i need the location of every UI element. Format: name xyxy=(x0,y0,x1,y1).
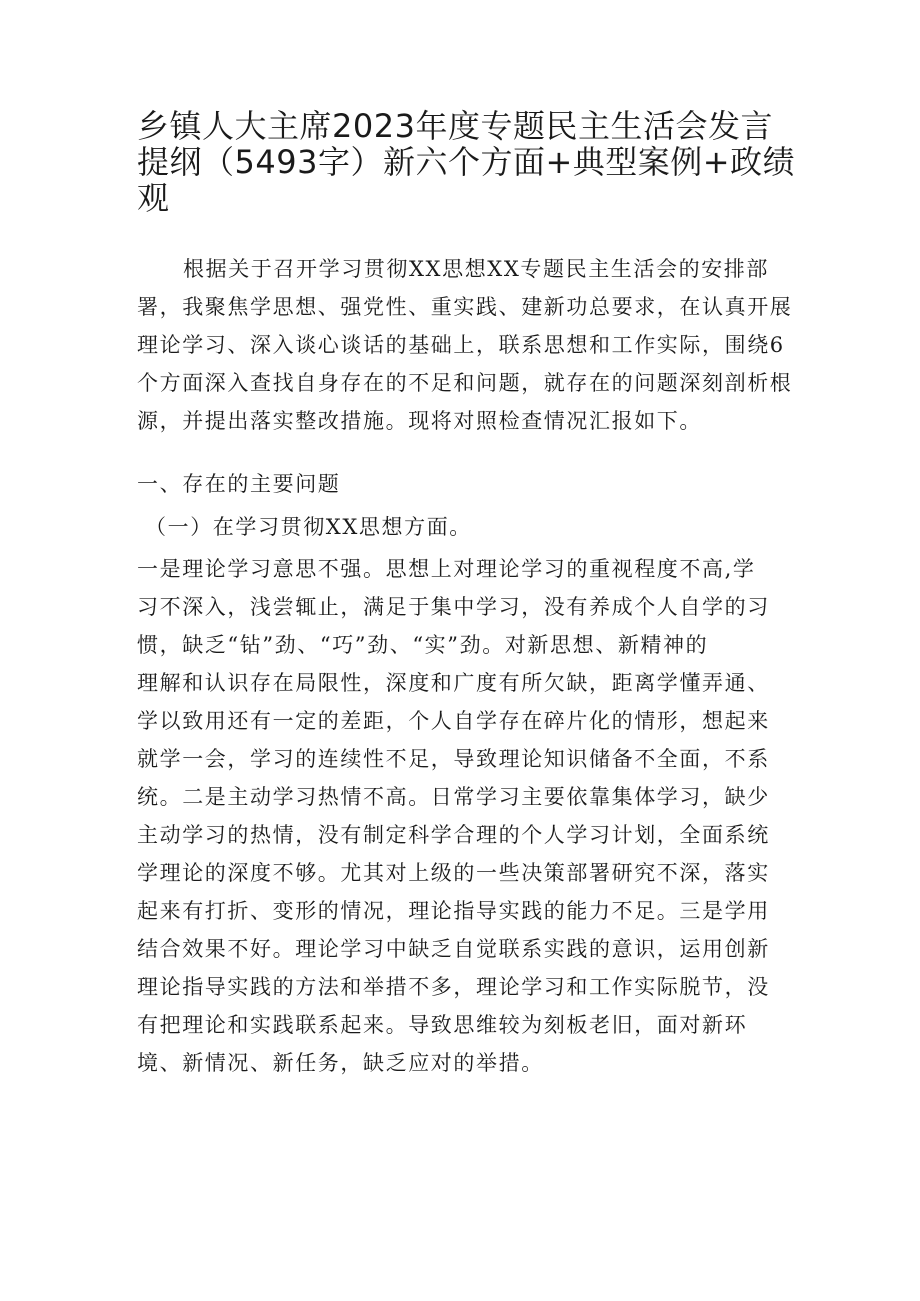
paragraph-line: 学理论的深度不够。尤其对上级的一些决策部署研究不深，落实 xyxy=(137,861,770,885)
paragraph-line: 理论指导实践的方法和举措不多，理论学习和工作实际脱节，没 xyxy=(137,975,770,999)
document-title xyxy=(137,108,797,216)
paragraph-line: 惯，缺乏“钻”劲、“巧”劲、“实”劲。对新思想、新精神的 xyxy=(137,633,709,657)
paragraph-line: 境、新情况、新任务，缺乏应对的举措。 xyxy=(137,1051,544,1075)
paragraph-line: 学以致用还有一定的差距，个人自学存在碎片化的情形，想起来 xyxy=(137,709,770,733)
paragraph-line: 一是理论学习意思不强。思想上对理论学习的重视程度不高,学 xyxy=(137,557,756,581)
paragraph-line: 理解和认识存在局限性，深度和广度有所欠缺，距离学懂弄通、 xyxy=(137,671,770,695)
paragraph-line: 结合效果不好。理论学习中缺乏自觉联系实践的意识，运用创新 xyxy=(137,937,770,961)
section-heading: 一、存在的主要问题 xyxy=(137,472,341,496)
subsection-heading: （一）在学习贯彻XX思想方面。 xyxy=(145,515,472,539)
paragraph-line: 有把理论和实践联系起来。导致思维较为刻板老旧，面对新环 xyxy=(137,1013,748,1037)
paragraph-line: 就学一会，学习的连续性不足，导致理论知识储备不全面，不系 xyxy=(137,747,770,771)
title-line: 乡镇人大主席2023年度专题民主生活会发言 xyxy=(137,107,773,145)
paragraph-line: 主动学习的热情，没有制定科学合理的个人学习计划，全面系统 xyxy=(137,823,770,847)
paragraph-line: 起来有打折、变形的情况，理论指导实践的能力不足。三是学用 xyxy=(137,899,770,923)
detail-paragraph xyxy=(137,550,787,1082)
title-line: 提纲（5493字）新六个方面+典型案例+政绩 xyxy=(137,143,796,181)
paragraph-line: 统。二是主动学习热情不高。日常学习主要依靠集体学习，缺少 xyxy=(137,785,770,809)
title-line: 观 xyxy=(137,179,170,217)
paragraph-line: 习不深入，浅尝辄止，满足于集中学习，没有养成个人自学的习 xyxy=(137,595,770,619)
intro-paragraph: 根据关于召开学习贯彻XX思想XX专题民主生活会的安排部署，我聚焦学思想、强党性、重实践、建新功总要求，在认真开展理论学习、深入谈心谈话的基础上，联系思想和工作实际，围绕6个方面深入查找自身存在的不足和问题，就存在的问题深刻剖析根源，并提出落实整改措施。现将对照检查情况汇报如下。 xyxy=(137,257,793,433)
